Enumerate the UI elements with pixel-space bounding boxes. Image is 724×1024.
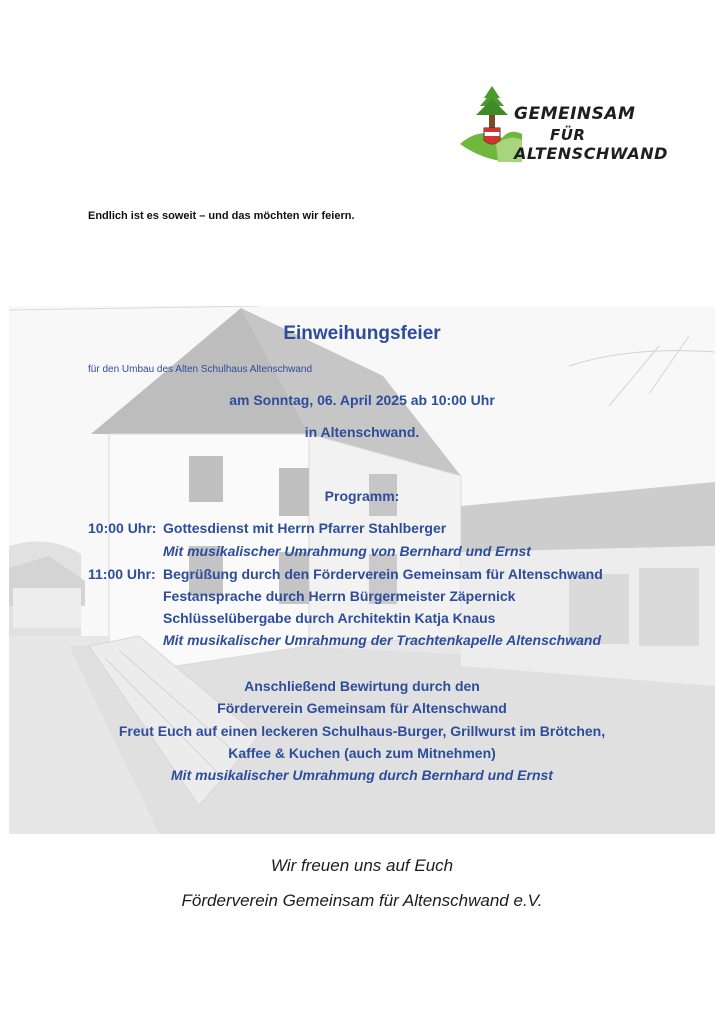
event-subtitle: für den Umbau des Alten Schulhaus Altenschwand: [88, 364, 313, 375]
logo-line-2: FÜR: [550, 126, 586, 144]
program-item1-text: Gottesdienst mit Herrn Pfarrer Stahlberger: [163, 520, 447, 536]
logo: [458, 82, 680, 168]
catering-line-2: Förderverein Gemeinsam für Altenschwand: [217, 700, 507, 716]
intro-text: Endlich ist es soweit – und das möchten wir feiern.: [88, 210, 355, 222]
program-item2-time: 11:00 Uhr:: [88, 566, 156, 582]
program-heading: Programm:: [324, 488, 400, 504]
catering-line-3: Freut Euch auf einen leckeren Schulhaus-Burger, Grillwurst im Brötchen,: [118, 723, 606, 739]
program-item1-time: 10:00 Uhr:: [88, 520, 157, 536]
program-item2-sub: Mit musikalischer Umrahmung der Trachtenkapelle Altenschwand: [163, 632, 602, 648]
footer-line-2: Förderverein Gemeinsam für Altenschwand e.V.: [181, 891, 543, 910]
program-item2-line2: Festansprache durch Herrn Bürgermeister Zäpernick: [163, 588, 516, 604]
program-item1-sub: Mit musikalischer Umrahmung von Bernhard und Ernst: [163, 543, 531, 559]
footer-line-1: Wir freuen uns auf Euch: [270, 856, 454, 875]
program-item2-line3: Schlüsselübergabe durch Architektin Katja Knaus: [163, 610, 496, 626]
event-place: in Altenschwand.: [304, 424, 420, 440]
catering-line-1: Anschließend Bewirtung durch den: [244, 678, 480, 694]
event-title: Einweihungsfeier: [283, 323, 441, 344]
logo-line-3: ALTENSCHWAND: [514, 144, 668, 163]
catering-line-5: Mit musikalischer Umrahmung durch Bernhard und Ernst: [171, 767, 553, 783]
program-item2-text: Begrüßung durch den Förderverein Gemeinsam für Altenschwand: [163, 566, 603, 582]
catering-line-4: Kaffee & Kuchen (auch zum Mitnehmen): [228, 745, 496, 761]
logo-line-1: GEMEINSAM: [514, 104, 636, 124]
event-date: am Sonntag, 06. April 2025 ab 10:00 Uhr: [229, 392, 495, 408]
